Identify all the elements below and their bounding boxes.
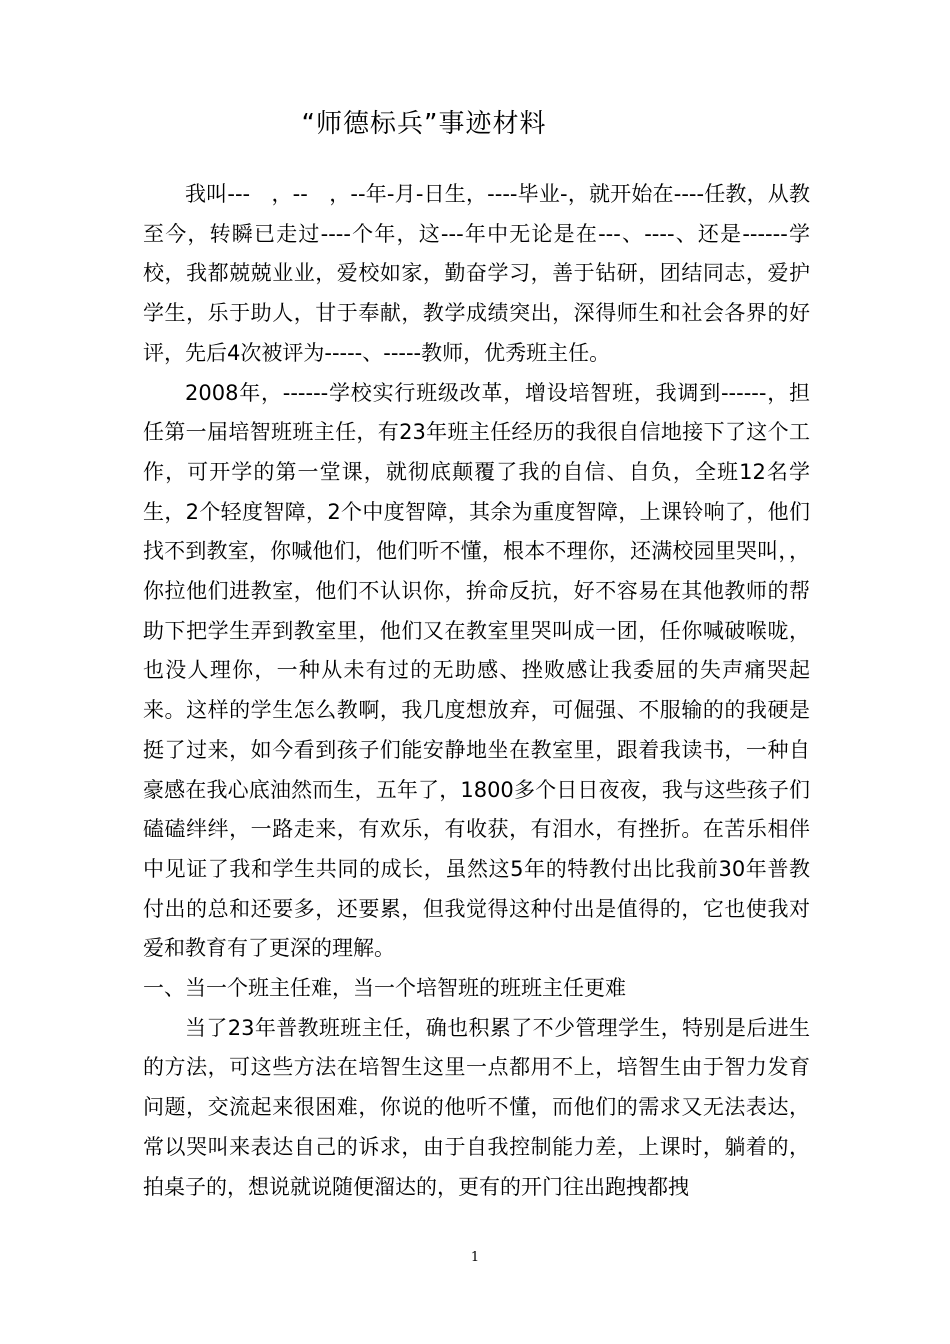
paragraph-section-1: 当了23年普教班班主任，确也积累了不少管理学生，特别是后进生的方法，可这些方法在培智生这里一点都用不上，培智生由于智力发育问题，交流起来很困难，你说的他听不懂，而他们的需求又无法表达，常以哭叫来表达自己的诉求，由于自我控制能力差，上课时，躺着的，拍桌子的，想说就说随便溜达的，更有的开门往出跑拽都拽 bbox=[143, 1015, 810, 1199]
page-number: 1 bbox=[470, 1250, 480, 1265]
paragraph-2008: 2008年，------学校实行班级改革，增设培智班，我调到------，担任第一届培智班班主任，有23年班主任经历的我很自信地接下了这个工作，可开学的第一堂课，就彻底颠覆了我的自信、自负，全班12名学生，2个轻度智障，2个中度智障，其余为重度智障，上课铃响了，他们找不到教室，你喊他们，他们听不懂，根本不理你，还满校园里哭叫，，你拉他们进教室，他们不认识你，拚命反抗，好不容易在其他教师的帮助下把学生弄到教室里，他们又在教室里哭叫成一团，任你喊破喉咙，也没人理你，一种从未有过的无助感、挫败感让我委屈的失声痛哭起来。这样的学生怎么教啊，我几度想放弃，可倔强、不服输的的我硬是挺了过来，如今看到孩子们能安静地坐在教室里，跟着我读书，一种自豪感在我心底油然而生，五年了，1800多个日日夜夜，我与这些孩子们磕磕绊绊，一路走来，有欢乐，有收获，有泪水，有挫折。在苦乐相伴中见证了我和学生共同的成长，虽然这5年的特教付出比我前30年普教付出的总和还要多，还要累，但我觉得这种付出是值得的，它也使我对爱和教育有了更深的理解。 bbox=[143, 380, 810, 961]
document-title: “师德标兵”事迹材料 bbox=[301, 109, 547, 139]
paragraph-intro: 我叫--- ，-- ，--年-月-日生，----毕业-，就开始在----任教，从教至今，转瞬已走过----个年，这---年中无论是在---、----、还是------学校，我都兢兢业业，爱校如家，勤奋学习，善于钻研，团结同志，爱护学生，乐于助人，甘于奉献，教学成绩突出，深得师生和社会各界的好评，先后4次被评为-----、-----教师，优秀班主任。 bbox=[143, 182, 810, 365]
section-heading: 一、当一个班主任难，当一个培智班的班班主任更难 bbox=[143, 976, 626, 1001]
document-body bbox=[143, 175, 810, 1207]
